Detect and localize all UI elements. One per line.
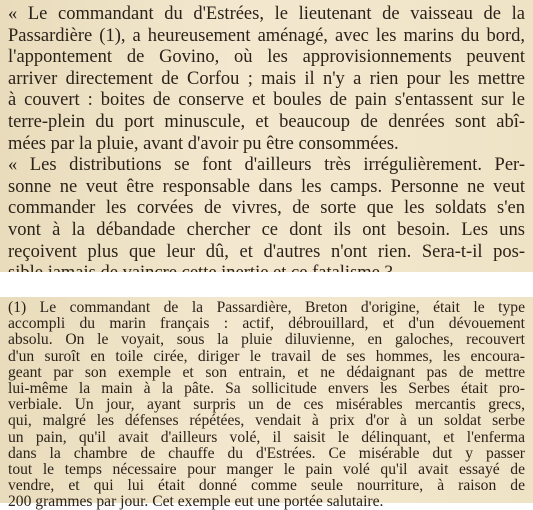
footnote-line: dans la chambre de chauffe du d'Estrées. Ce misérable dut y passer [8, 444, 525, 462]
main-text-line: à couvert : boites de conserve et boules de pain s'entassent sur le [8, 90, 525, 111]
footnote-line: (1) Le commandant de la Passardière, Breton d'origine, était le type [8, 299, 525, 316]
main-text-line: vont à la débandade chercher ce dont ils ont besoin. Les uns [8, 219, 525, 240]
footnote-line: verbiale. Un jour, ayant surpris un de ces misérables mercantis grecs, [8, 396, 525, 414]
footnote-line: absolu. On le voyait, sous la pluie diluvienne, en galoches, recouvert [8, 331, 525, 349]
main-text-line: l'appontement de Govino, où les approvisionnements peuvent [8, 47, 525, 68]
footnote-scan [0, 297, 533, 510]
main-text-line: terre-plein du port minuscule, et beaucoup de denrées sont abî- [8, 111, 525, 132]
footnote-line: 200 grammes par jour. Cet exemple eut une portée salutaire. [8, 493, 384, 510]
main-text-line: « Le commandant du d'Estrées, le lieutenant de vaisseau de la [8, 4, 525, 24]
main-text-line: reçoivent plus que leur dû, et d'autres n'ont rien. Sera-t-il pos- [8, 241, 525, 262]
footnote-line: lui-même la main à la pâte. Sa sollicitude envers les Serbes était pro- [8, 379, 525, 397]
main-text-line: sonne ne veut être responsable dans les camps. Personne ne veut [8, 176, 525, 197]
footnote-line: un pain, qu'il avait d'ailleurs volé, il saisit le délinquant, et l'enferma [8, 428, 525, 446]
footnote-line: qui, malgré les défenses répétées, vendait à prix d'or à un soldat serbe [8, 412, 525, 430]
footnote-line: geant par son exemple et son entrain, et ne dédaignant pas de mettre [8, 363, 525, 381]
main-text-line: commander les corvées de vivres, de sorte que les soldats s'en [8, 198, 525, 219]
main-text-line: « Les distributions se font d'ailleurs très irrégulièrement. Per- [8, 155, 525, 176]
footnote-line: tout le temps nécessaire pour manger le pain volé qu'il avait essayé de [8, 460, 525, 478]
scan-separator [0, 272, 533, 297]
footnote-line: vendre, et qui lui était donné comme seule nourriture, à raison de [8, 477, 525, 495]
footnote-line: accompli du marin français : actif, débrouillard, et d'un dévouement [8, 315, 525, 333]
main-text-line: Passardière (1), a heureusement aménagé, avec les marins du bord, [8, 25, 525, 46]
main-text-line: mées par la pluie, avant d'avoir pu être consommées. [8, 133, 399, 154]
footnote-line: d'un suroît en toile cirée, diriger le travail de ses hommes, les encoura- [8, 347, 525, 365]
main-text-line: arriver directement de Corfou ; mais il n'y a rien pour les mettre [8, 68, 525, 89]
